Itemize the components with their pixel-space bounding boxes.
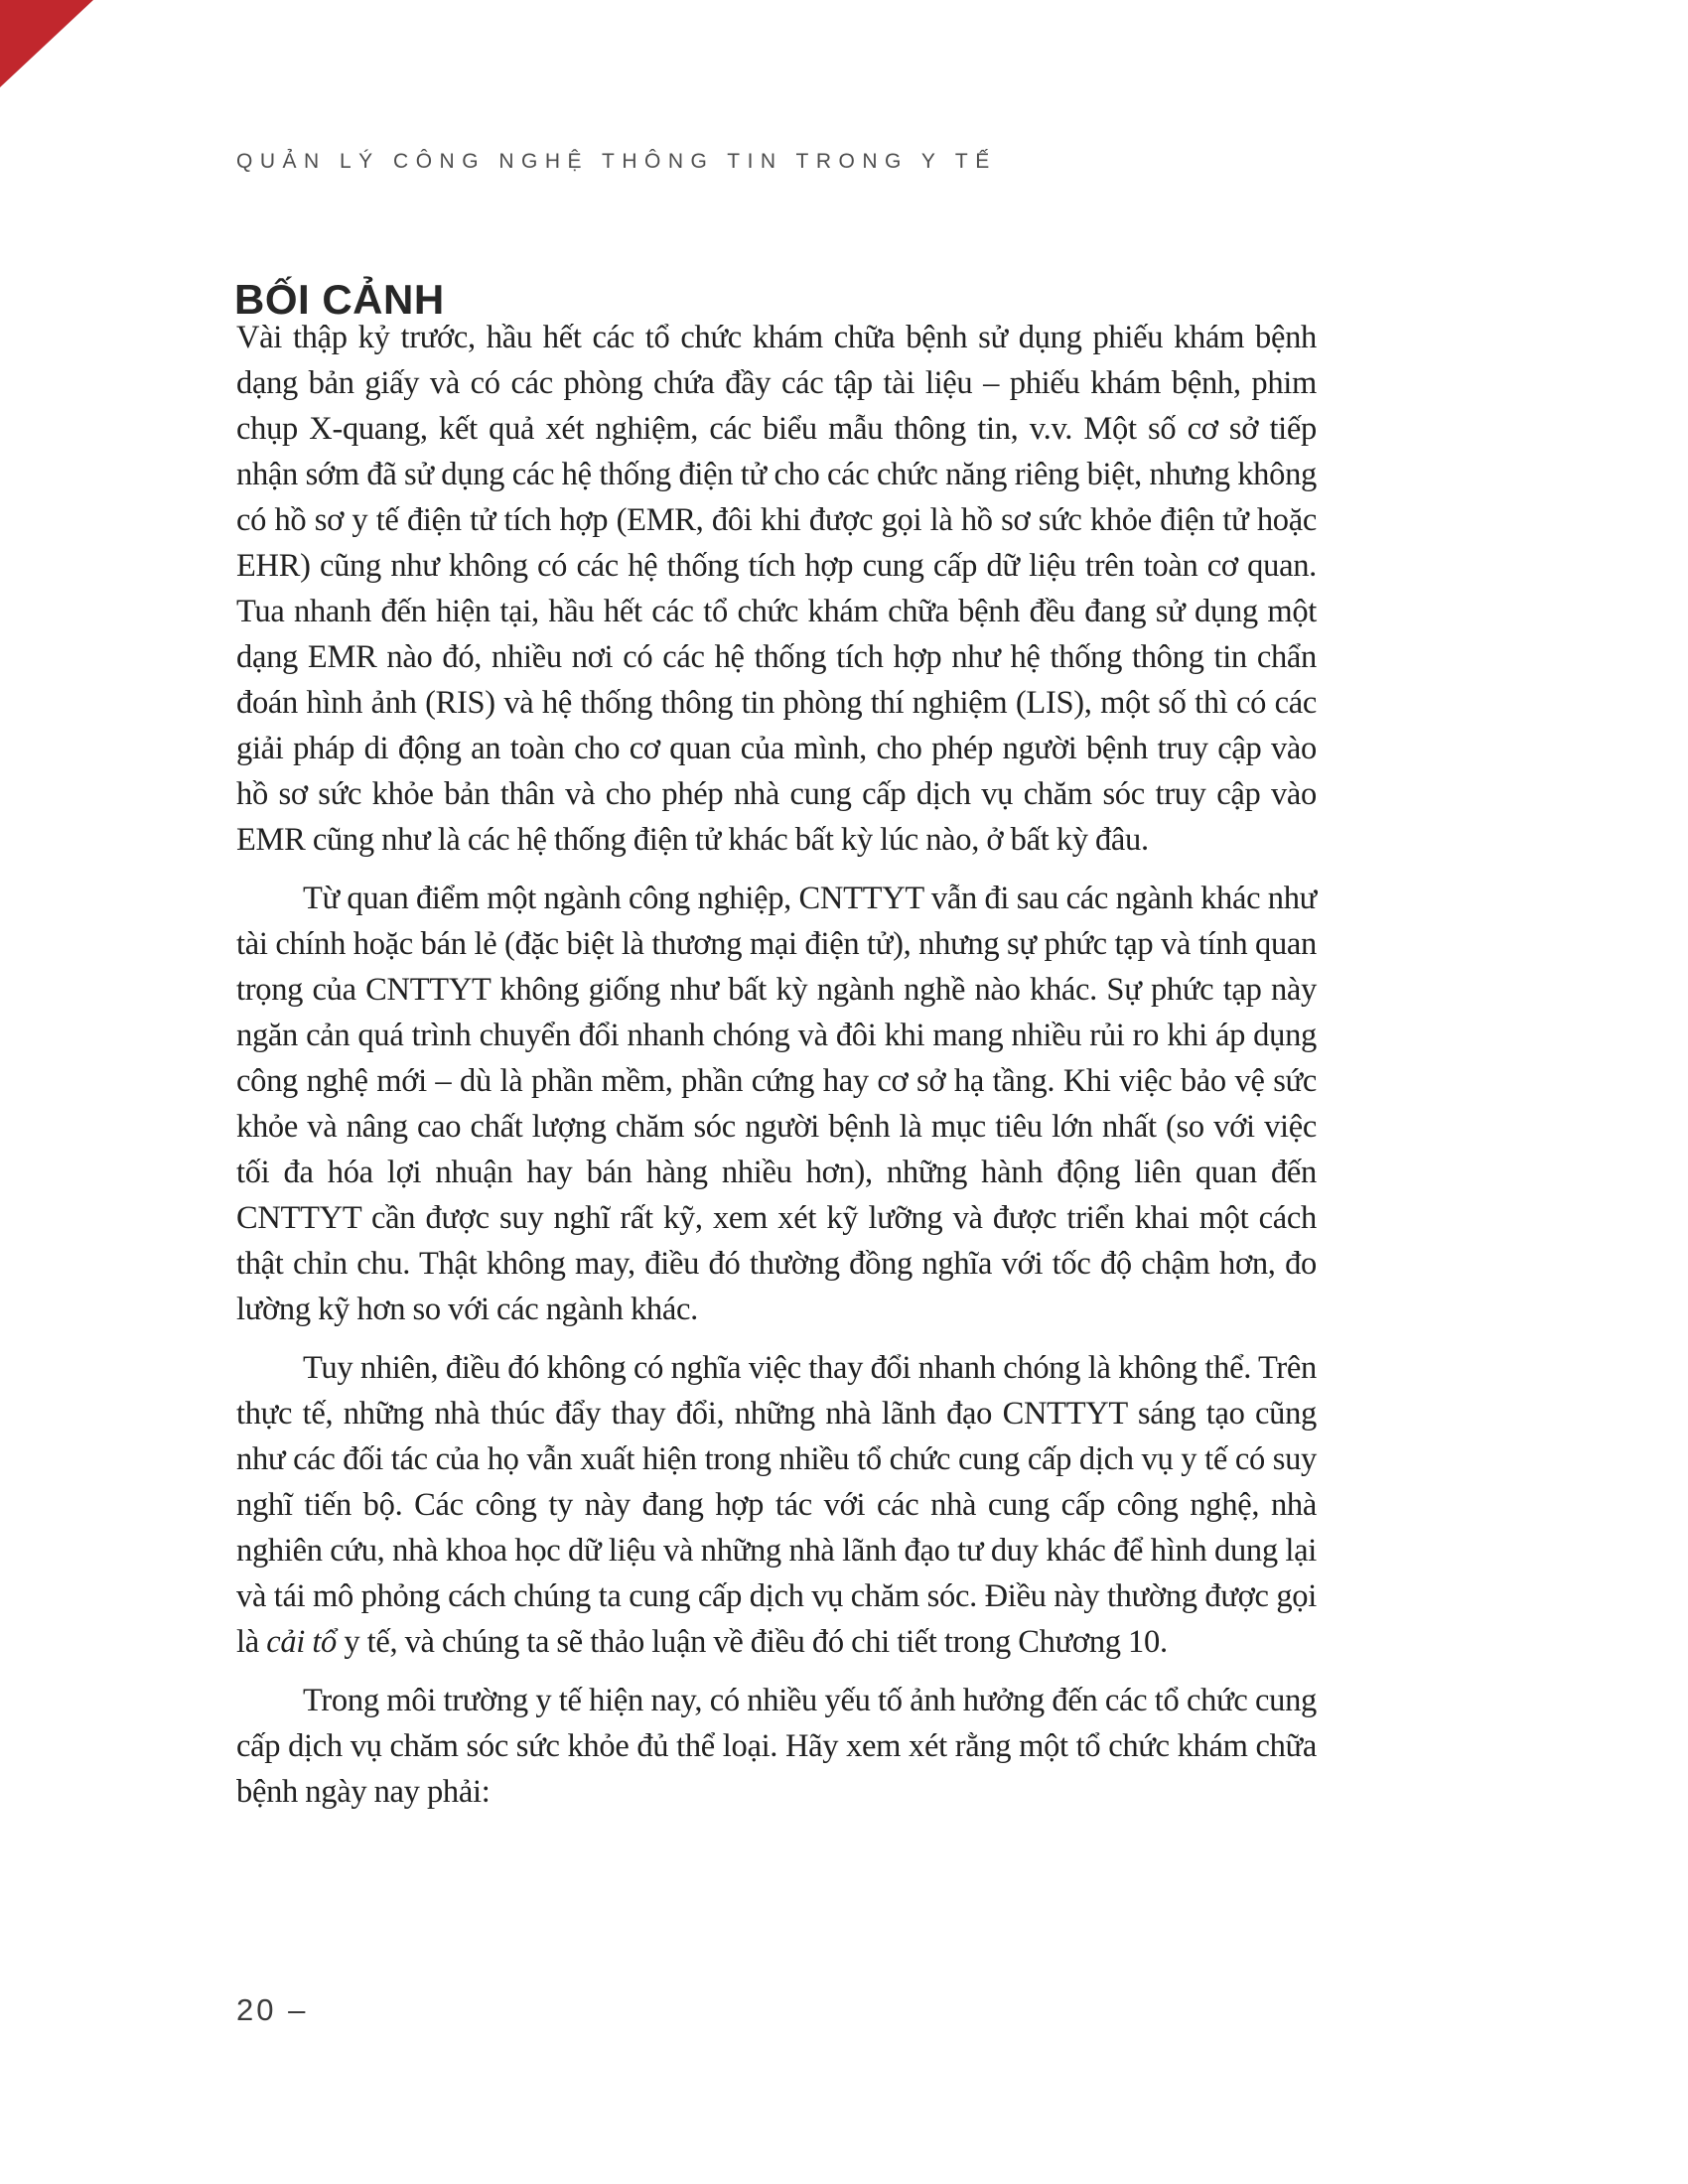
body-text [236,315,1317,1815]
corner-accent-triangle [0,0,93,87]
emphasis-text: cải tổ [266,1624,337,1660]
page-number: 20 – [236,1992,309,2027]
paragraph-3-text-end: y tế, và chúng ta sẽ thảo luận về điều đó chi tiết trong Chương 10. [337,1624,1168,1660]
paragraph-3-text-start: Tuy nhiên, điều đó không có nghĩa việc thay đổi nhanh chóng là không thể. Trên thực tế, những nhà thúc đẩy thay đổi, những nhà lãnh đạo CNTTYT sáng tạo cũng như các đối tác của họ vẫn xuất hiện trong nhiều tổ chức cung cấp dịch vụ y tế có suy nghĩ tiến bộ. Các công ty này đang hợp tác với các nhà cung cấp công nghệ, nhà nghiên cứu, nhà khoa học dữ liệu và những nhà lãnh đạo tư duy khác để hình dung lại và tái mô phỏng cách chúng ta cung cấp dịch vụ chăm sóc. Điều này thường được gọi là [236,1350,1317,1660]
running-header: QUẢN LÝ CÔNG NGHỆ THÔNG TIN TRONG Y TẾ [236,150,997,173]
body-paragraph-4: Trong môi trường y tế hiện nay, có nhiều yếu tố ảnh hưởng đến các tổ chức cung cấp dịch vụ chăm sóc sức khỏe đủ thể loại. Hãy xem xét rằng một tổ chức khám chữa bệnh ngày nay phải: [236,1683,1317,1810]
section-heading: BỐI CẢNH [234,276,445,324]
body-paragraph-1: Vài thập kỷ trước, hầu hết các tổ chức khám chữa bệnh sử dụng phiếu khám bệnh dạng bản giấy và có các phòng chứa đầy các tập tài liệu – phiếu khám bệnh, phim chụp X-quang, kết quả xét nghiệm, các biểu mẫu thông tin, v.v. Một số cơ sở tiếp nhận sớm đã sử dụng các hệ thống điện tử cho các chức năng riêng biệt, nhưng không có hồ sơ y tế điện tử tích hợp (EMR, đôi khi được gọi là hồ sơ sức khỏe điện tử hoặc EHR) cũng như không có các hệ thống tích hợp cung cấp dữ liệu trên toàn cơ quan. Tua nhanh đến hiện tại, hầu hết các tổ chức khám chữa bệnh đều đang sử dụng một dạng EMR nào đó, nhiều nơi có các hệ thống tích hợp như hệ thống thông tin chẩn đoán hình ảnh (RIS) và hệ thống thông tin phòng thí nghiệm (LIS), một số thì có các giải pháp di động an toàn cho cơ quan của mình, cho phép người bệnh truy cập vào hồ sơ sức khỏe bản thân và cho phép nhà cung cấp dịch vụ chăm sóc truy cập vào EMR cũng như là các hệ thống điện tử khác bất kỳ lúc nào, ở bất kỳ đâu. [236,320,1317,858]
body-paragraph-2: Từ quan điểm một ngành công nghiệp, CNTTYT vẫn đi sau các ngành khác như tài chính hoặc bán lẻ (đặc biệt là thương mại điện tử), nhưng sự phức tạp và tính quan trọng của CNTTYT không giống như bất kỳ ngành nghề nào khác. Sự phức tạp này ngăn cản quá trình chuyển đổi nhanh chóng và đôi khi mang nhiều rủi ro khi áp dụng công nghệ mới – dù là phần mềm, phần cứng hay cơ sở hạ tầng. Khi việc bảo vệ sức khỏe và nâng cao chất lượng chăm sóc người bệnh là mục tiêu lớn nhất (so với việc tối đa hóa lợi nhuận hay bán hàng nhiều hơn), những hành động liên quan đến CNTTYT cần được suy nghĩ rất kỹ, xem xét kỹ lưỡng và được triển khai một cách thật chỉn chu. Thật không may, điều đó thường đồng nghĩa với tốc độ chậm hơn, đo lường kỹ hơn so với các ngành khác. [236,881,1317,1327]
body-paragraph-3 [236,1345,1317,1665]
